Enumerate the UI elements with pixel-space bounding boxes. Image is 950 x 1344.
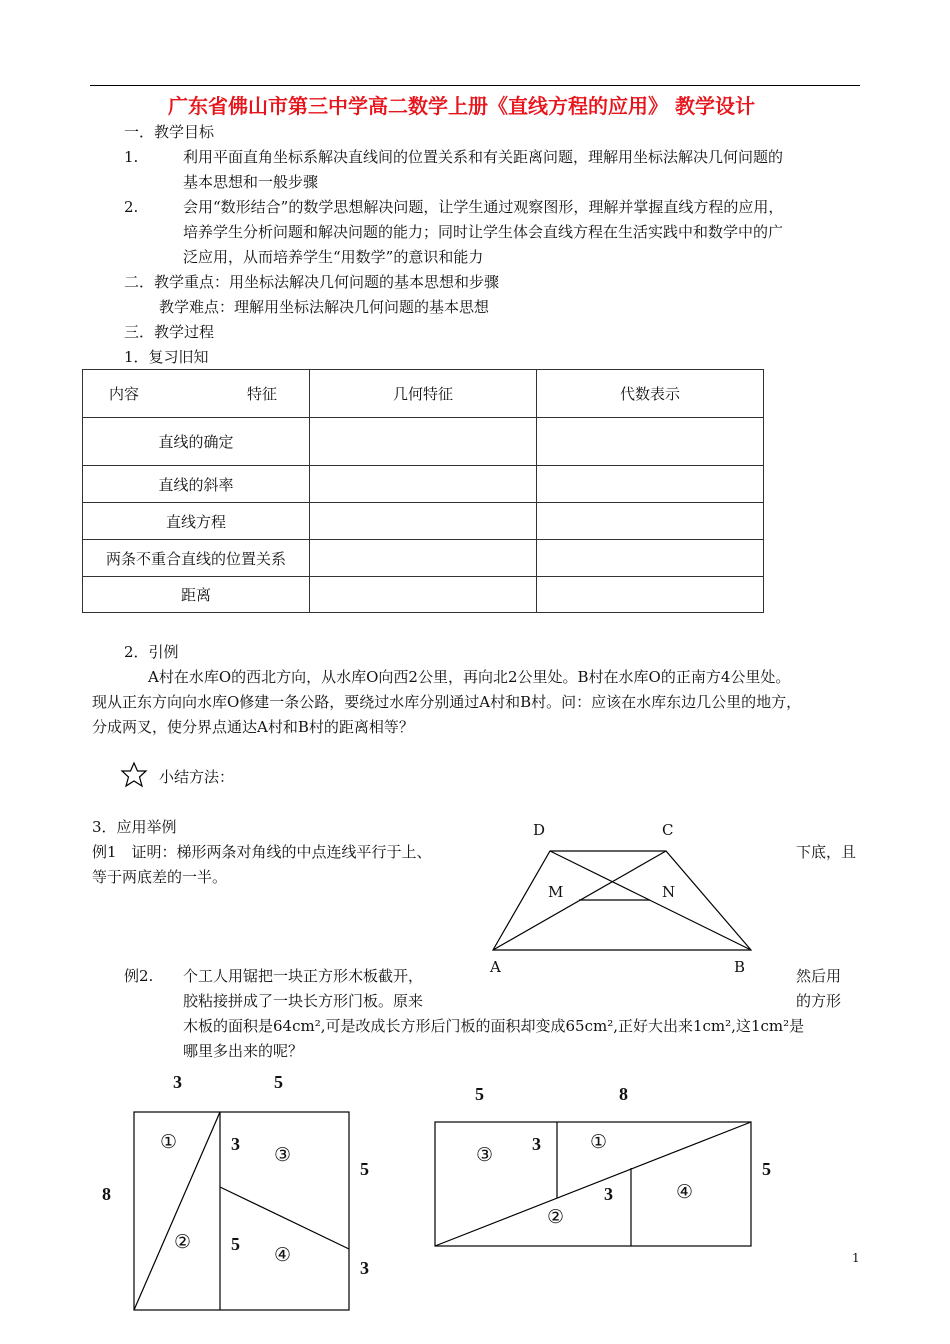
list-number: 2. bbox=[124, 198, 139, 216]
star-icon bbox=[122, 763, 146, 786]
vertex-label: A bbox=[490, 958, 501, 976]
paragraph-line: 胶粘接拼成了一块长方形门板。原来 bbox=[183, 992, 424, 1010]
dimension-label: 8 bbox=[619, 1084, 628, 1104]
paragraph-line: 例2. bbox=[124, 967, 154, 985]
dimension-label: 3 bbox=[173, 1072, 182, 1092]
vertex-label: C bbox=[662, 821, 674, 839]
paragraph-line: 泛应用，从而培养学生“用数学”的意识和能力 bbox=[183, 248, 484, 266]
summary-label: 小结方法： bbox=[159, 768, 235, 786]
paragraph-line: 的方形 bbox=[796, 992, 842, 1010]
subsection-heading: 1．复习旧知 bbox=[124, 348, 209, 366]
row-label: 直线方程 bbox=[83, 503, 310, 540]
dimension-label: 5 bbox=[762, 1159, 771, 1179]
page-number: 1 bbox=[852, 1251, 860, 1265]
paragraph-line: 个工人用锯把一块正方形木板截开， bbox=[183, 967, 424, 985]
row-label: 直线的确定 bbox=[83, 418, 310, 466]
dimension-label: 3 bbox=[231, 1134, 240, 1154]
paragraph-line: 例1 证明：梯形两条对角线的中点连线平行于上、 bbox=[92, 843, 432, 861]
paragraph-line: 木板的面积是64cm²,可是改成长方形后门板的面积却变成65cm²,正好大出来1cm²,这1cm²是 bbox=[183, 1017, 805, 1035]
section-heading: 三．教学过程 bbox=[124, 323, 215, 341]
list-number: 1. bbox=[124, 148, 139, 166]
dimension-label: 8 bbox=[102, 1184, 111, 1204]
paragraph-line: A村在水库O的西北方向，从水库O向西2公里，再向北2公里处。B村在水库O的正南方4公里处。 bbox=[148, 668, 791, 686]
paragraph-line: 现从正东方向向水库O修建一条公路，要绕过水库分别通过A村和B村。问：应该在水库东边几公里的地方， bbox=[92, 693, 802, 711]
piece-label: ④ bbox=[676, 1181, 694, 1203]
vertex-label: D bbox=[533, 821, 546, 839]
vertex-label: N bbox=[662, 883, 676, 901]
paragraph-line: 基本思想和一般步骤 bbox=[183, 173, 319, 191]
dimension-label: 5 bbox=[475, 1084, 484, 1104]
document-title: 广东省佛山市第三中学高二数学上册《直线方程的应用》 教学设计 bbox=[168, 94, 755, 118]
paragraph-line: 等于两底差的一半。 bbox=[92, 868, 228, 886]
vertex-label: B bbox=[734, 958, 746, 976]
paragraph-line: 培养学生分析问题和解决问题的能力；同时让学生体会直线方程在生活实践中和数学中的广 bbox=[183, 223, 784, 241]
header-cell: 内容 特征 bbox=[83, 370, 310, 418]
section-heading: 一．教学目标 bbox=[124, 123, 215, 141]
header-cell: 几何特征 bbox=[310, 370, 537, 418]
paragraph-line: 分成两叉，使分界点通达A村和B村的距离相等？ bbox=[92, 718, 414, 736]
paragraph-line: 然后用 bbox=[796, 967, 842, 985]
piece-label: ③ bbox=[476, 1144, 494, 1166]
paragraph-line: 哪里多出来的呢？ bbox=[183, 1042, 304, 1060]
dimension-label: 5 bbox=[274, 1072, 283, 1092]
piece-label: ② bbox=[174, 1231, 192, 1253]
dimension-label: 3 bbox=[604, 1184, 613, 1204]
header-cell: 代数表示 bbox=[537, 370, 764, 418]
subsection-heading: 3．应用举例 bbox=[92, 818, 177, 836]
piece-label: ① bbox=[160, 1131, 178, 1153]
row-label: 直线的斜率 bbox=[83, 466, 310, 503]
trapezoid-figure bbox=[493, 851, 751, 950]
paragraph-line: 会用“数形结合”的数学思想解决问题，让学生通过观察图形，理解并掌握直线方程的应用， bbox=[183, 198, 784, 216]
vertex-label: M bbox=[548, 883, 564, 901]
piece-label: ④ bbox=[274, 1244, 292, 1266]
piece-label: ② bbox=[547, 1206, 565, 1228]
subsection-heading: 2．引例 bbox=[124, 643, 179, 661]
row-label: 两条不重合直线的位置关系 bbox=[83, 540, 310, 577]
dimension-label: 3 bbox=[532, 1134, 541, 1154]
piece-label: ① bbox=[590, 1131, 608, 1153]
dimension-label: 5 bbox=[231, 1234, 240, 1254]
paragraph-line: 教学难点：理解用坐标法解决几何问题的基本思想 bbox=[159, 298, 490, 316]
paragraph-line: 二．教学重点：用坐标法解决几何问题的基本思想和步骤 bbox=[124, 273, 500, 291]
piece-label: ③ bbox=[274, 1144, 292, 1166]
paragraph-line: 下底，且 bbox=[796, 843, 857, 861]
paragraph-line: 利用平面直角坐标系解决直线间的位置关系和有关距离问题，理解用坐标法解决几何问题的 bbox=[183, 148, 784, 166]
dimension-label: 5 bbox=[360, 1159, 369, 1179]
dimension-label: 3 bbox=[360, 1258, 369, 1278]
row-label: 距离 bbox=[83, 577, 310, 613]
